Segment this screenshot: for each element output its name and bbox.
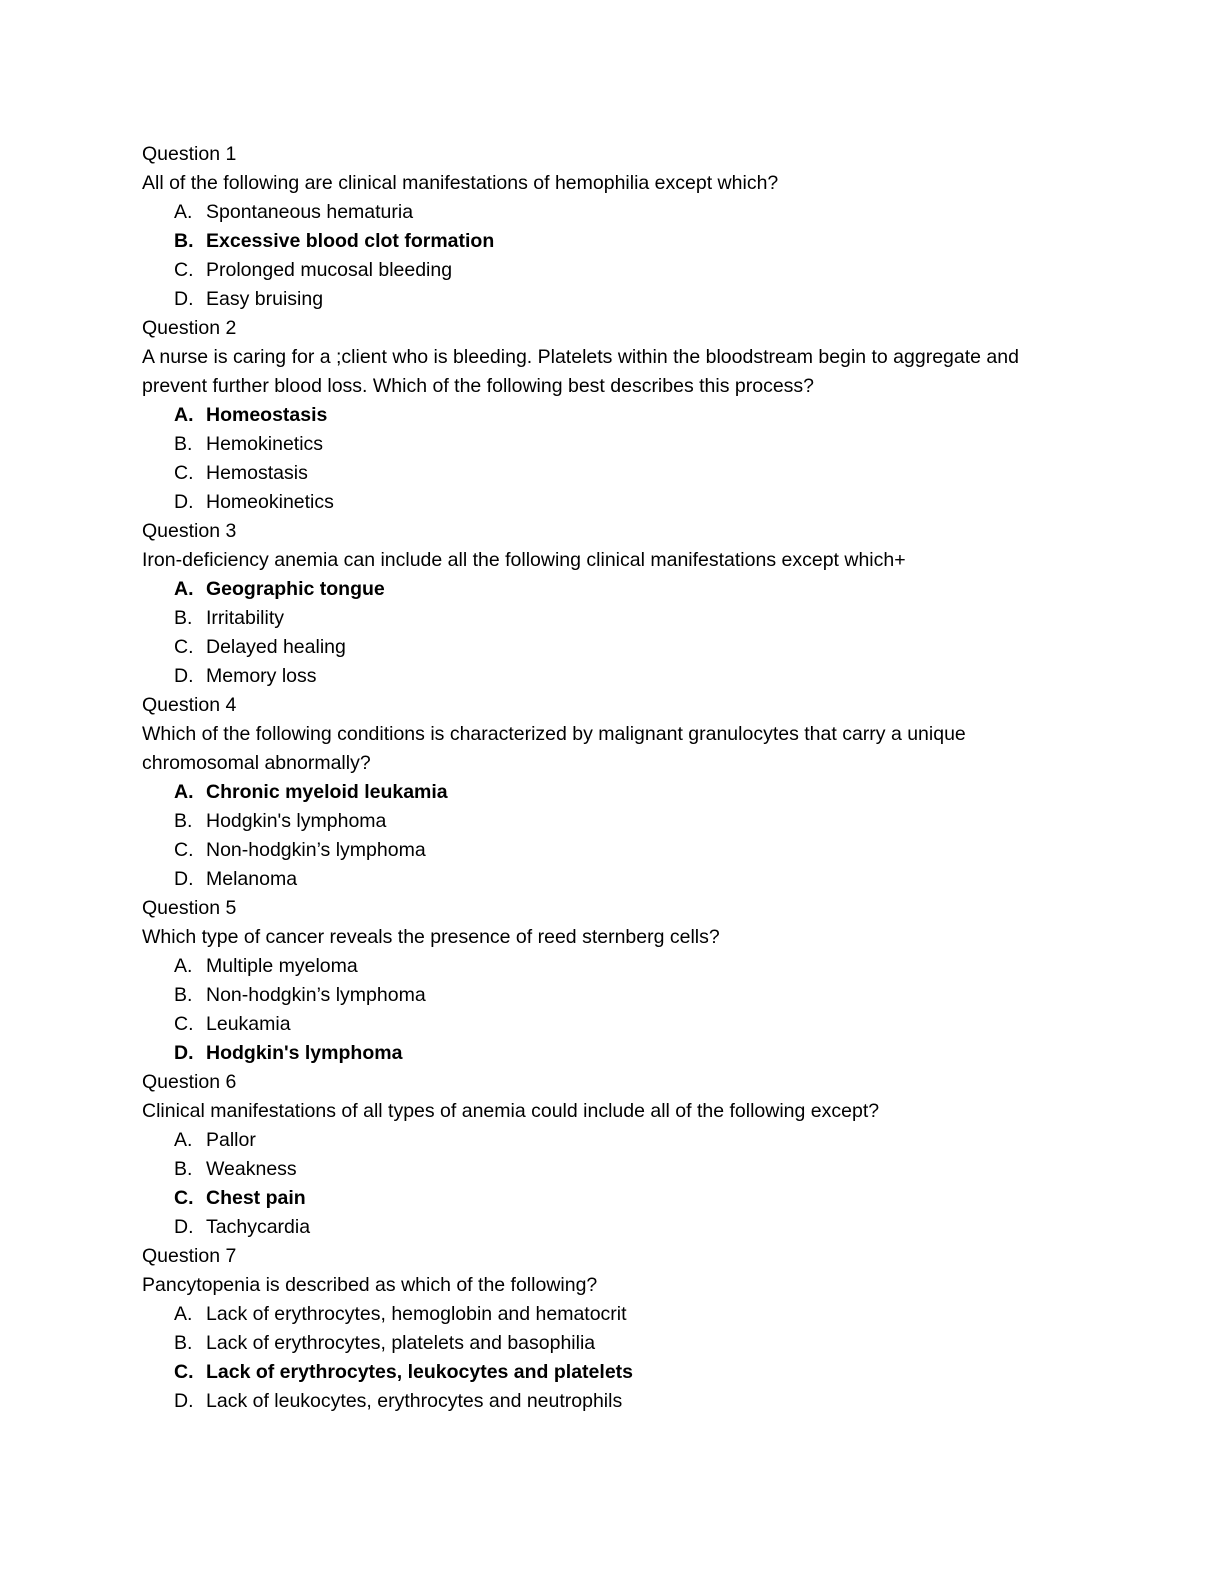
answer-choice-text: Memory loss bbox=[206, 665, 317, 687]
question-block bbox=[142, 140, 1074, 314]
answer-choice[interactable] bbox=[174, 401, 1074, 430]
answer-choice-marker: C. bbox=[174, 1187, 194, 1209]
answer-choice-marker: A. bbox=[174, 781, 194, 803]
answer-choice-marker: D. bbox=[174, 288, 194, 310]
answer-choice-marker: D. bbox=[174, 1390, 194, 1412]
question-block bbox=[142, 894, 1074, 1068]
answer-choice-text: Hemokinetics bbox=[206, 433, 324, 455]
answer-choice-marker: A. bbox=[174, 955, 193, 977]
answer-choice[interactable] bbox=[174, 227, 1074, 256]
answer-choice-text: Prolonged mucosal bleeding bbox=[206, 259, 453, 281]
answer-choice-text: Easy bruising bbox=[206, 288, 324, 310]
question-list bbox=[142, 140, 1074, 1416]
answer-choice-marker: B. bbox=[174, 607, 193, 629]
answer-choice-text: Pallor bbox=[206, 1129, 256, 1151]
answer-choice[interactable] bbox=[174, 575, 1074, 604]
answer-choice[interactable] bbox=[174, 1126, 1074, 1155]
answer-choice-list bbox=[142, 401, 1074, 517]
answer-choice-text: Leukamia bbox=[206, 1013, 291, 1035]
answer-choice[interactable] bbox=[174, 1358, 1074, 1387]
answer-choice-text: Non-hodgkin’s lymphoma bbox=[206, 984, 426, 1006]
answer-choice[interactable] bbox=[174, 430, 1074, 459]
answer-choice-marker: A. bbox=[174, 404, 194, 426]
answer-choice[interactable] bbox=[174, 256, 1074, 285]
answer-choice-text: Lack of erythrocytes, leukocytes and platelets bbox=[206, 1361, 634, 1383]
answer-choice-text: Tachycardia bbox=[206, 1216, 311, 1238]
answer-choice-marker: B. bbox=[174, 433, 193, 455]
question-label: Question 3 bbox=[142, 520, 237, 542]
answer-choice-text: Hodgkin's lymphoma bbox=[206, 1042, 403, 1064]
answer-choice-marker: B. bbox=[174, 810, 193, 832]
answer-choice[interactable] bbox=[174, 1155, 1074, 1184]
answer-choice-text: Excessive blood clot formation bbox=[206, 230, 495, 252]
question-block bbox=[142, 691, 1074, 894]
answer-choice-list bbox=[142, 952, 1074, 1068]
answer-choice[interactable] bbox=[174, 1184, 1074, 1213]
answer-choice-text: Chronic myeloid leukamia bbox=[206, 781, 448, 803]
answer-choice-text: Lack of erythrocytes, platelets and basophilia bbox=[206, 1332, 596, 1354]
answer-choice[interactable] bbox=[174, 1039, 1074, 1068]
answer-choice-marker: D. bbox=[174, 665, 194, 687]
question-stem: Pancytopenia is described as which of the following? bbox=[142, 1274, 598, 1296]
answer-choice[interactable] bbox=[174, 836, 1074, 865]
answer-choice[interactable] bbox=[174, 1329, 1074, 1358]
answer-choice-text: Chest pain bbox=[206, 1187, 306, 1209]
answer-choice[interactable] bbox=[174, 1300, 1074, 1329]
answer-choice-text: Multiple myeloma bbox=[206, 955, 358, 977]
answer-choice[interactable] bbox=[174, 1387, 1074, 1416]
answer-choice[interactable] bbox=[174, 662, 1074, 691]
answer-choice-marker: A. bbox=[174, 578, 194, 600]
answer-choice-list bbox=[142, 778, 1074, 894]
answer-choice[interactable] bbox=[174, 981, 1074, 1010]
question-stem: Which of the following conditions is characterized by malignant granulocytes that carry a unique chromosomal abnormally? bbox=[142, 723, 966, 774]
answer-choice-text: Hemostasis bbox=[206, 462, 308, 484]
answer-choice-marker: C. bbox=[174, 839, 194, 861]
question-block bbox=[142, 1242, 1074, 1416]
answer-choice-text: Lack of leukocytes, erythrocytes and neutrophils bbox=[206, 1390, 623, 1412]
answer-choice-text: Homeostasis bbox=[206, 404, 328, 426]
answer-choice-marker: A. bbox=[174, 1129, 193, 1151]
answer-choice-marker: B. bbox=[174, 230, 194, 252]
question-stem: Which type of cancer reveals the presence of reed sternberg cells? bbox=[142, 926, 720, 948]
answer-choice[interactable] bbox=[174, 488, 1074, 517]
question-label: Question 7 bbox=[142, 1245, 237, 1267]
answer-choice[interactable] bbox=[174, 285, 1074, 314]
answer-choice[interactable] bbox=[174, 604, 1074, 633]
answer-choice-text: Lack of erythrocytes, hemoglobin and hematocrit bbox=[206, 1303, 627, 1325]
answer-choice[interactable] bbox=[174, 865, 1074, 894]
question-label: Question 5 bbox=[142, 897, 237, 919]
question-label: Question 2 bbox=[142, 317, 237, 339]
answer-choice[interactable] bbox=[174, 459, 1074, 488]
question-label: Question 6 bbox=[142, 1071, 237, 1093]
answer-choice-marker: B. bbox=[174, 984, 193, 1006]
answer-choice[interactable] bbox=[174, 1213, 1074, 1242]
answer-choice[interactable] bbox=[174, 198, 1074, 227]
question-block bbox=[142, 517, 1074, 691]
answer-choice-marker: C. bbox=[174, 636, 194, 658]
question-block bbox=[142, 1068, 1074, 1242]
answer-choice-marker: D. bbox=[174, 491, 194, 513]
answer-choice-list bbox=[142, 575, 1074, 691]
answer-choice-text: Irritability bbox=[206, 607, 285, 629]
question-stem: A nurse is caring for a ;client who is bleeding. Platelets within the bloodstream begin to aggregate and prevent further blood loss. Which of the following best describes this process? bbox=[142, 346, 1019, 397]
answer-choice-text: Geographic tongue bbox=[206, 578, 385, 600]
question-label: Question 4 bbox=[142, 694, 237, 716]
answer-choice-marker: C. bbox=[174, 1361, 194, 1383]
answer-choice-marker: C. bbox=[174, 259, 194, 281]
answer-choice-marker: D. bbox=[174, 1216, 194, 1238]
answer-choice-marker: C. bbox=[174, 462, 194, 484]
answer-choice[interactable] bbox=[174, 1010, 1074, 1039]
answer-choice-marker: D. bbox=[174, 868, 194, 890]
answer-choice-list bbox=[142, 1300, 1074, 1416]
answer-choice-text: Weakness bbox=[206, 1158, 297, 1180]
answer-choice[interactable] bbox=[174, 633, 1074, 662]
answer-choice-marker: C. bbox=[174, 1013, 194, 1035]
question-label: Question 1 bbox=[142, 143, 237, 165]
question-stem: Iron-deficiency anemia can include all the following clinical manifestations except which+ bbox=[142, 549, 906, 571]
answer-choice-text: Delayed healing bbox=[206, 636, 346, 658]
answer-choice[interactable] bbox=[174, 778, 1074, 807]
answer-choice-list bbox=[142, 198, 1074, 314]
answer-choice-marker: B. bbox=[174, 1332, 193, 1354]
answer-choice-marker: B. bbox=[174, 1158, 193, 1180]
question-block bbox=[142, 314, 1074, 517]
answer-choice-text: Spontaneous hematuria bbox=[206, 201, 414, 223]
answer-choice-text: Non-hodgkin’s lymphoma bbox=[206, 839, 426, 861]
answer-choice-marker: A. bbox=[174, 1303, 193, 1325]
answer-choice-text: Melanoma bbox=[206, 868, 298, 890]
answer-choice[interactable] bbox=[174, 952, 1074, 981]
answer-choice-marker: A. bbox=[174, 201, 193, 223]
answer-choice-list bbox=[142, 1126, 1074, 1242]
answer-choice[interactable] bbox=[174, 807, 1074, 836]
question-stem: Clinical manifestations of all types of anemia could include all of the following except? bbox=[142, 1100, 880, 1122]
answer-choice-text: Homeokinetics bbox=[206, 491, 334, 513]
question-stem: All of the following are clinical manifestations of hemophilia except which? bbox=[142, 172, 779, 194]
answer-choice-text: Hodgkin's lymphoma bbox=[206, 810, 387, 832]
answer-choice-marker: D. bbox=[174, 1042, 194, 1064]
